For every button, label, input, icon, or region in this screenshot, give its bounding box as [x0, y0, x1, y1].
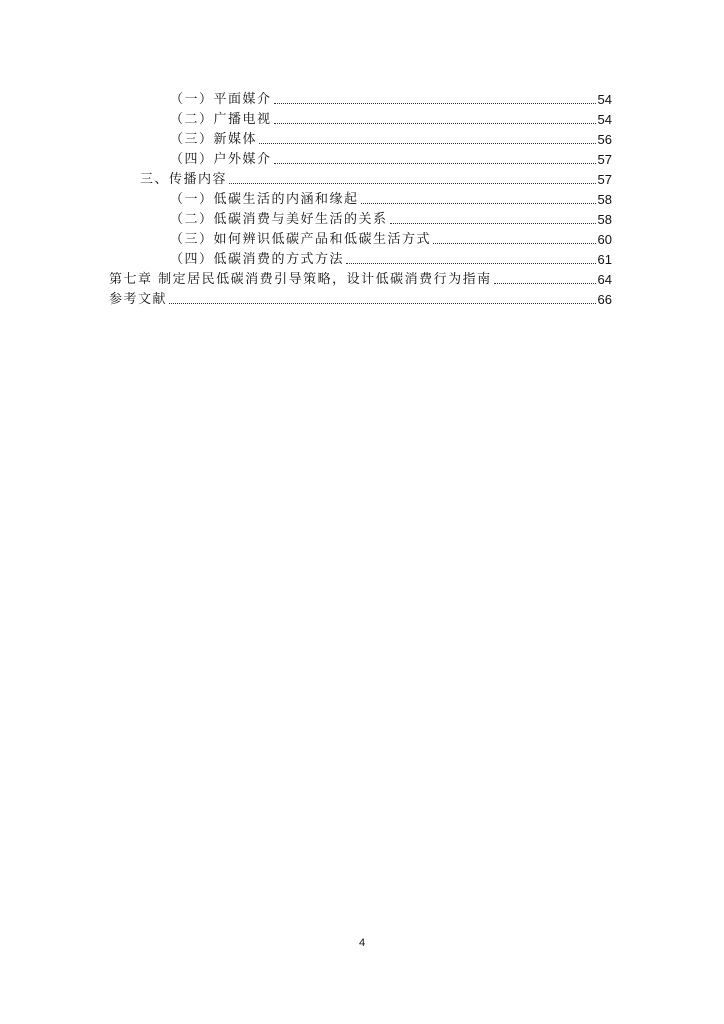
toc-entry[interactable] [170, 128, 612, 148]
toc-entry[interactable] [170, 248, 612, 268]
toc-entry-page: 61 [597, 252, 612, 267]
toc-entry-title: 第七章 制定居民低碳消费引导策略，设计低碳消费行为指南 [109, 272, 492, 287]
toc-entry-page: 64 [597, 272, 612, 287]
toc-entry-title: 三、传播内容 [140, 172, 228, 187]
toc-entry-title: （二）低碳消费与美好生活的关系 [170, 212, 388, 227]
toc-entry-title: （四）户外媒介 [170, 152, 272, 167]
toc-entry-page: 56 [597, 132, 612, 147]
toc-entry-page: 54 [597, 112, 612, 127]
toc-entry-page: 60 [597, 232, 612, 247]
toc-entry-page: 57 [597, 172, 612, 187]
dot-leader [361, 202, 596, 204]
toc-entry-page: 66 [597, 292, 612, 307]
dot-leader [494, 282, 596, 284]
toc-entry-title: （三）新媒体 [170, 132, 258, 147]
dot-leader [274, 122, 596, 124]
dot-leader [390, 222, 596, 224]
toc-entry[interactable] [109, 268, 612, 288]
dot-leader [229, 182, 596, 184]
toc-entry[interactable] [170, 148, 612, 168]
page-number: 4 [358, 937, 366, 949]
dot-leader [259, 142, 596, 144]
toc-entry-page: 54 [597, 92, 612, 107]
toc-entry[interactable] [170, 208, 612, 228]
dot-leader [433, 242, 596, 244]
toc-entry-title: （三）如何辨识低碳产品和低碳生活方式 [170, 232, 432, 247]
toc-entry-title: （一）低碳生活的内涵和缘起 [170, 192, 359, 207]
toc-entry[interactable] [140, 168, 612, 188]
toc-entry-page: 58 [597, 212, 612, 227]
toc-entry-title: 参考文献 [109, 292, 168, 307]
dot-leader [274, 162, 596, 164]
toc-entry[interactable] [170, 228, 612, 248]
toc-entry-title: （二）广播电视 [170, 112, 272, 127]
toc-entry[interactable] [109, 288, 612, 308]
toc-entry[interactable] [170, 88, 612, 108]
toc-entry-page: 58 [597, 192, 612, 207]
toc-entry-title: （一）平面媒介 [170, 92, 272, 107]
toc-entry-page: 57 [597, 152, 612, 167]
dot-leader [169, 302, 596, 304]
dot-leader [274, 102, 596, 104]
toc-entry-title: （四）低碳消费的方式方法 [170, 252, 345, 267]
toc-entry[interactable] [170, 108, 612, 128]
dot-leader [346, 262, 596, 264]
toc-entry[interactable] [170, 188, 612, 208]
